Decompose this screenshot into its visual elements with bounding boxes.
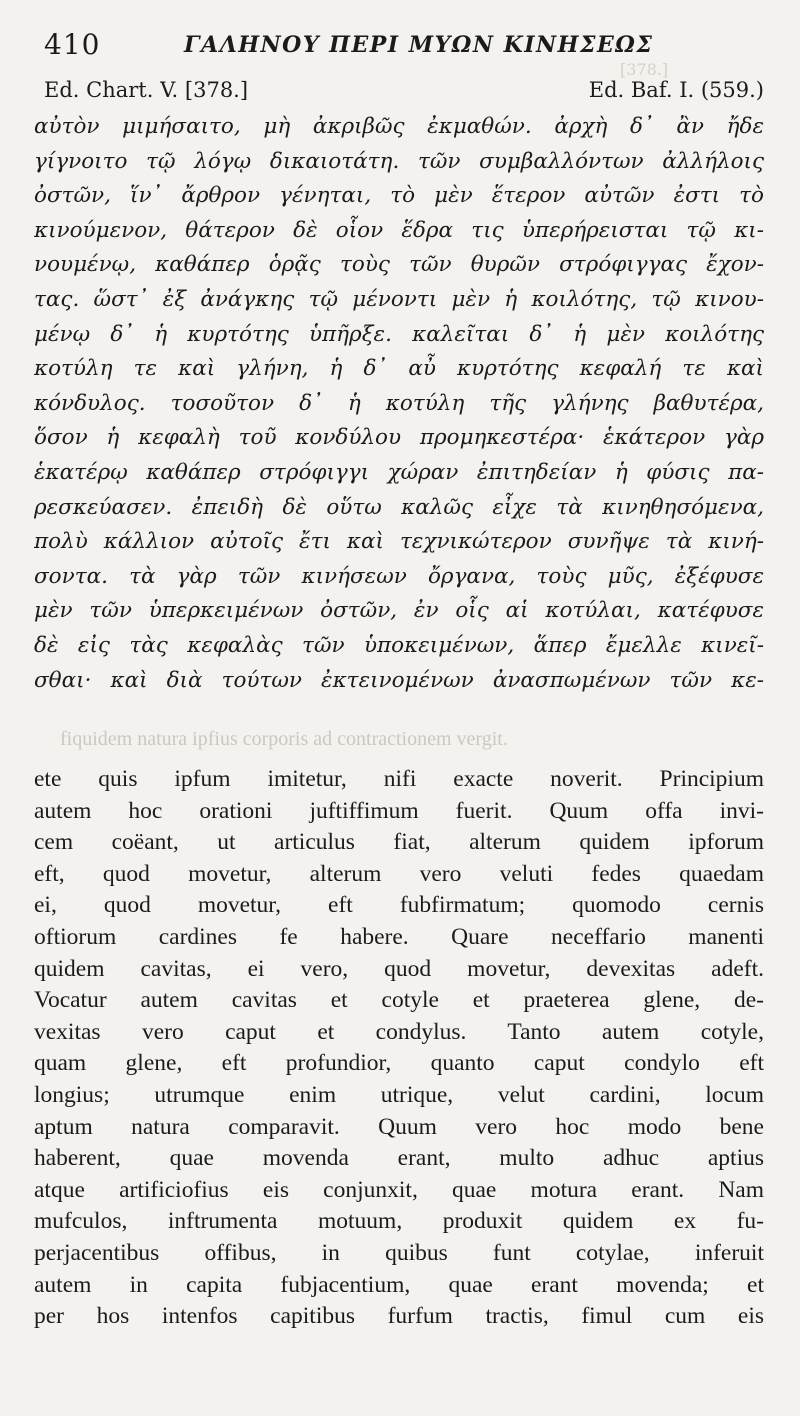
latin-line: haberent, quae movenda erant, multo adhuc aptius [34, 1145, 764, 1172]
edition-reference-line [44, 78, 764, 106]
latin-line: autem hoc orationi juftiffimum fuerit. Quum offa invi- [34, 797, 764, 824]
bleed-through-text: fiquidem natura ipfius corporis ad contractionem vergit. [60, 728, 508, 750]
greek-line: νουμένῳ, καθάπερ ὁρᾷς τοὺς τῶν θυρῶν στρόφιγγας ἔχον- [34, 252, 764, 278]
greek-line: ἑκατέρῳ καθάπερ στρόφιγγι χώραν ἐπιτηδείαν ἡ φύσις πα- [34, 459, 764, 485]
greek-line: ὅσον ἡ κεφαλὴ τοῦ κονδύλου προμηκεστέρα· ἑκάτερον γὰρ [34, 425, 764, 451]
latin-line: quidem cavitas, ei vero, quod movetur, devexitas adeft. [34, 955, 764, 982]
greek-text-block [34, 110, 764, 698]
greek-line: σοντα. τὰ γὰρ τῶν κινήσεων ὄργανα, τοὺς μῦς, ἐξέφυσε [34, 563, 764, 589]
latin-line: ei, quod movetur, eft fubfirmatum; quomodo cernis [34, 892, 764, 919]
latin-line: per hos intenfos capitibus furfum tractis, fimul cum eis [34, 1303, 764, 1330]
greek-line: ὀστῶν, ἵν᾽ ἄρθρον γένηται, τὸ μὲν ἕτερον αὐτῶν ἐστι τὸ [34, 183, 764, 209]
edition-ref-chartier: Ed. Chart. V. [378.] [44, 78, 249, 102]
latin-line: ete quis ipfum imitetur, nifi exacte noverit. Principium [34, 766, 764, 792]
latin-line: cem coëant, ut articulus fiat, alterum quidem ipforum [34, 829, 764, 856]
page-header [44, 28, 764, 68]
greek-line: κινούμενον, θάτερον δὲ οἷον ἕδρα τις ὑπερήρεισται τῷ κι- [34, 217, 764, 243]
greek-line: ρεσκεύασεν. ἐπειδὴ δὲ οὕτω καλῶς εἶχε τὰ κινηθησόμενα, [34, 494, 764, 520]
latin-line: Vocatur autem cavitas et cotyle et praeterea glene, de- [34, 987, 764, 1014]
latin-line: oftiorum cardines fe habere. Quare neceffario manenti [34, 923, 764, 950]
latin-line: vexitas vero caput et condylus. Tanto autem cotyle, [34, 1018, 764, 1045]
greek-line: μένῳ δ᾽ ἡ κυρτότης ὑπῆρξε. καλεῖται δ᾽ ἡ μὲν κοιλότης [34, 321, 764, 347]
greek-line: σθαι· καὶ διὰ τούτων ἐκτεινομένων ἀνασπωμένων τῶν κε- [34, 667, 764, 693]
latin-line: quam glene, eft profundior, quanto caput condylo eft [34, 1050, 764, 1077]
greek-line: τας. ὥστ᾽ ἐξ ἀνάγκης τῷ μένοντι μὲν ἡ κοιλότης, τῷ κινου- [34, 286, 764, 312]
latin-line: aptum natura comparavit. Quum vero hoc modo bene [34, 1113, 764, 1140]
greek-line: γίγνοιτο τῷ λόγῳ δικαιοτάτη. τῶν συμβαλλόντων ἀλλήλοις [34, 148, 764, 174]
greek-line: πολὺ κάλλιον αὐτοῖς ἔτι καὶ τεχνικώτερον συνῆψε τὰ κινή- [34, 529, 764, 555]
page-number: 410 [44, 28, 101, 61]
running-title: ΓΑΛΗΝΟΥ ΠΕΡΙ ΜΥΩΝ ΚΙΝΗΣΕΩΣ [184, 32, 654, 58]
greek-line: αὐτὸν μιμήσαιτο, μὴ ἀκριβῶς ἐκμαθών. ἀρχὴ δ᾽ ἂν ἤδε [34, 114, 764, 139]
latin-line: mufculos, inftrumenta motuum, produxit quidem ex fu- [34, 1208, 764, 1235]
latin-text-block [34, 764, 764, 1333]
latin-line: perjacentibus offibus, in quibus funt cotylae, inferuit [34, 1239, 764, 1266]
greek-line: μὲν τῶν ὑπερκειμένων ὀστῶν, ἐν οἷς αἱ κοτύλαι, κατέφυσε [34, 598, 764, 624]
latin-line: atque artificiofius eis conjunxit, quae motura erant. Nam [34, 1176, 764, 1203]
greek-line: δὲ εἰς τὰς κεφαλὰς τῶν ὑποκειμένων, ἅπερ ἔμελλε κινεῖ- [34, 632, 764, 658]
greek-line: κόνδυλος. τοσοῦτον δ᾽ ἡ κοτύλη τῆς γλήνης βαθυτέρα, [34, 390, 764, 416]
greek-line: κοτύλη τε καὶ γλήνη, ἡ δ᾽ αὖ κυρτότης κεφαλή τε καὶ [34, 356, 764, 382]
edition-ref-basel: Ed. Baf. I. (559.) [588, 78, 764, 102]
bleed-through-top: [378.] [620, 60, 669, 78]
latin-line: autem in capita fubjacentium, quae erant movenda; et [34, 1271, 764, 1298]
latin-line: longius; utrumque enim utrique, velut cardini, locum [34, 1081, 764, 1108]
latin-line: eft, quod movetur, alterum vero veluti fedes quaedam [34, 860, 764, 887]
